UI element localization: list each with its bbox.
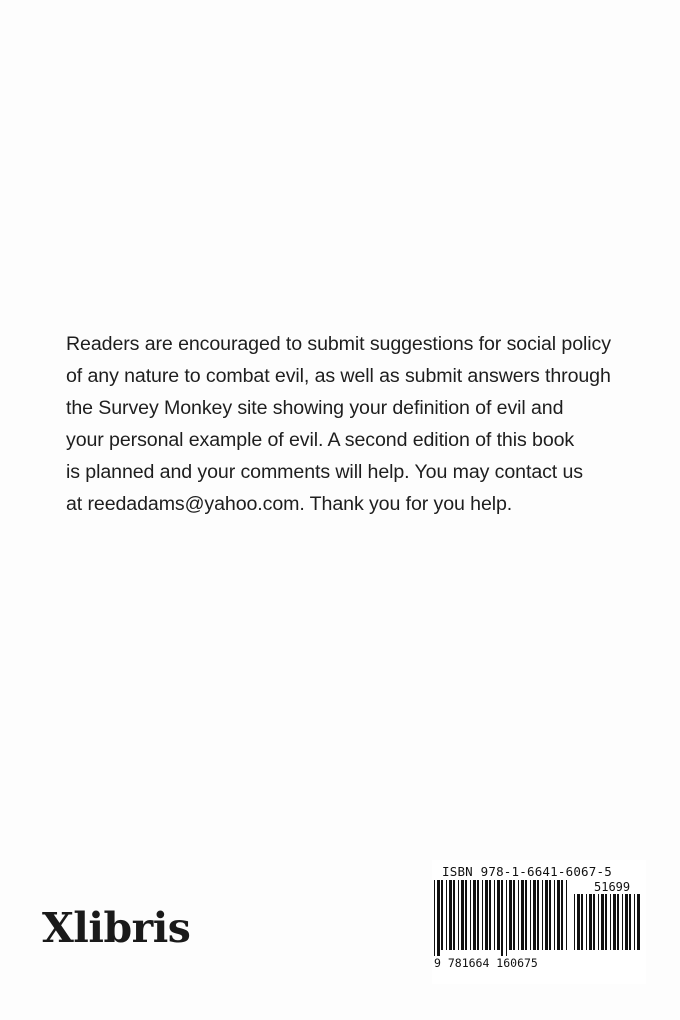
barcode-bar bbox=[549, 880, 551, 950]
isbn-label: ISBN 978-1-6641-6067-5 bbox=[442, 864, 612, 879]
barcode-bar bbox=[441, 880, 443, 950]
barcode-bar bbox=[485, 880, 488, 950]
barcode-bar bbox=[542, 880, 543, 950]
barcode-bar bbox=[437, 880, 440, 956]
barcode-bar bbox=[446, 880, 447, 950]
barcode-bar bbox=[622, 894, 623, 950]
barcode-bar bbox=[461, 880, 464, 950]
barcode-bar bbox=[554, 880, 555, 950]
barcode-bar bbox=[577, 894, 580, 950]
blurb-line: of any nature to combat evil, as well as submit answers through bbox=[66, 365, 611, 387]
barcode-bar bbox=[477, 880, 479, 950]
barcode-bar bbox=[629, 894, 631, 950]
barcode-bar bbox=[593, 894, 595, 950]
barcode-bar bbox=[574, 894, 575, 950]
barcode-bar bbox=[566, 880, 567, 950]
barcode-bar bbox=[581, 894, 583, 950]
blurb-line: the Survey Monkey site showing your definition of evil and bbox=[66, 397, 564, 419]
barcode-bar bbox=[489, 880, 491, 950]
barcode-bar bbox=[637, 894, 640, 950]
barcode-bar bbox=[617, 894, 619, 950]
barcode-bar bbox=[605, 894, 607, 950]
barcode-bar bbox=[453, 880, 455, 950]
ean-digits: 9 781664 160675 bbox=[434, 956, 538, 970]
barcode-bar bbox=[509, 880, 512, 950]
barcode-bar bbox=[598, 894, 599, 950]
blurb-line: is planned and your comments will help. You may contact us bbox=[66, 461, 583, 483]
back-cover-blurb bbox=[66, 328, 626, 520]
barcode-bar bbox=[518, 880, 519, 950]
barcode-bar bbox=[610, 894, 611, 950]
barcode-bar bbox=[494, 880, 495, 950]
barcode-bar bbox=[497, 880, 500, 950]
barcode-bar bbox=[513, 880, 515, 950]
barcode-bar bbox=[482, 880, 483, 950]
barcode-bar bbox=[470, 880, 471, 950]
isbn-barcode bbox=[432, 860, 646, 984]
blurb-line: Readers are encouraged to submit suggestions for social policy bbox=[66, 333, 611, 355]
barcode-bar bbox=[613, 894, 616, 950]
barcode-bar bbox=[449, 880, 452, 950]
barcode-bar bbox=[501, 880, 503, 956]
barcode-bar bbox=[525, 880, 527, 950]
barcode-bar bbox=[625, 894, 628, 950]
barcode-bar bbox=[473, 880, 476, 950]
barcode-bar bbox=[506, 880, 507, 956]
barcode-bar bbox=[586, 894, 587, 950]
addon-barcode-bars bbox=[572, 894, 642, 956]
addon-code: 51699 bbox=[594, 880, 631, 894]
barcode-bar bbox=[537, 880, 539, 950]
blurb-line: your personal example of evil. A second edition of this book bbox=[66, 429, 575, 451]
barcode-bar bbox=[561, 880, 563, 950]
barcode-bar bbox=[533, 880, 536, 950]
barcode-bar bbox=[601, 894, 604, 950]
barcode-bar bbox=[589, 894, 592, 950]
barcode-bar bbox=[465, 880, 467, 950]
barcode-bar bbox=[458, 880, 459, 950]
barcode-bar bbox=[634, 894, 635, 950]
barcode-bar bbox=[434, 880, 435, 956]
barcode-bar bbox=[545, 880, 548, 950]
barcode-bar bbox=[530, 880, 531, 950]
ean-barcode-bars bbox=[432, 880, 572, 956]
barcode-bar bbox=[557, 880, 560, 950]
barcode-bar bbox=[521, 880, 524, 950]
publisher-logo: Xlibris bbox=[42, 904, 191, 952]
blurb-line: at reedadams@yahoo.com. Thank you for you help. bbox=[66, 493, 513, 515]
